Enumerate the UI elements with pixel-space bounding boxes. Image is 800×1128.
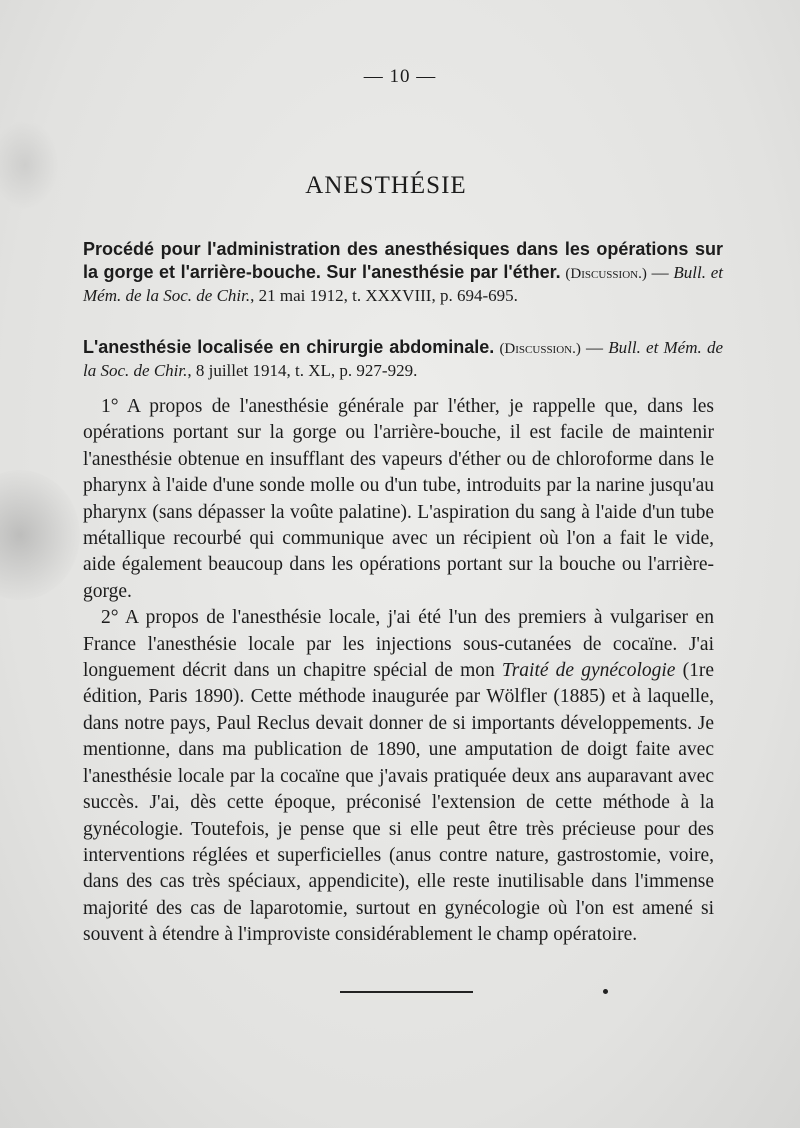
reference-source: Bull. et Mém. de la Soc. de Chir. [83,263,724,305]
ink-dot [603,989,608,994]
reference-entry [83,336,723,382]
reference-separator: — [646,263,674,282]
reference-discussion: (Discussion.) [499,341,581,357]
reference-separator: — [580,338,609,357]
paragraph-text: 2° A propos de l'anesthésie locale, j'ai été l'un des premiers à vulgariser en France l'anesthésie locale par les injections sous-cutanées de cocaïne. J'ai longuement décrit dans un chapitre spécial de mon [83,607,714,682]
end-rule [340,991,473,993]
reference-details: , 8 juillet 1914, t. XL, p. 927-929. [187,361,418,380]
section-title: ANESTHÉSIE [305,172,467,199]
body-text [83,394,714,949]
page-number: — 10 — [363,66,437,87]
reference-discussion: (Discussion.) [565,266,647,282]
paragraph-text: (1re édition, Paris 1890). Cette méthode inaugurée par Wölfler (1885) et à laquelle, dans notre pays, Paul Reclus devait donner de si importants développements. Je mentionne, dans ma publication de 1890, une amputation de doigt faite avec l'anesthésie locale par la cocaïne que j'avais pratiquée deux ans auparavant avec succès. J'ai, dès cette époque, préconisé l'extension de cette méthode à la gynécologie. Toutefois, je pense que si elle peut être très précieuse pour des interventions réglées et superficielles (anus contre nature, gastrostomie, voire, dans des cas très spéciaux, appendicite), elle reste inutilisable dans l'immense majorité des cas de laparotomie, surtout en gynécologie où l'on est amené si souvent à étendre à l'improviste considérablement le champ opératoire. [83,660,714,946]
reference-title: Procédé pour l'administration des anesthésiques dans les opérations sur la gorge et l'arrière-bouche. Sur l'anesthésie par l'éther. [83,239,723,282]
reference-details: , 21 mai 1912, t. XXXVIII, p. 694-695. [250,286,518,305]
reference-title: L'anesthésie localisée en chirurgie abdominale. [83,337,495,357]
paragraph-general-anesthesia: 1° A propos de l'anesthésie générale par l'éther, je rappelle que, dans les opérations portant sur la gorge ou l'arrière-bouche, il est facile de maintenir l'anesthésie obtenue en insufflant des vapeurs d'éther ou de chloroforme dans le pharynx à l'aide d'une sonde molle ou d'un tube, introduits par la narine jusqu'au pharynx (sans dépasser la voûte palatine). L'aspiration du sang à l'aide d'un tube métallique recourbé qui communique avec un récipient où l'on a fait le vide, aide également beaucoup dans les opérations portant sur la bouche ou l'arrière-gorge. [83,396,714,602]
page-stain [0,470,80,600]
reference-source: Bull. et Mém. de la Soc. de Chir. [83,338,723,380]
reference-entry [83,238,723,307]
paragraph-local-anesthesia [83,605,714,948]
book-title: Traité de gynécologie [501,660,676,682]
